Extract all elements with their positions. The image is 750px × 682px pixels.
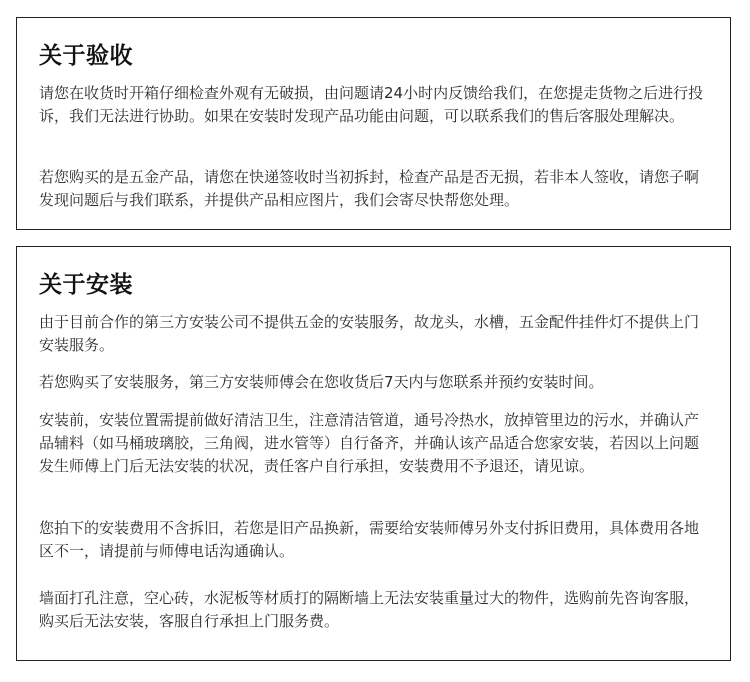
installation-section <box>16 246 731 661</box>
installation-paragraph-2: 若您购买了安装服务，第三方安装师傅会在您收货后7天内与您联系并预约安装时间。 <box>39 373 604 391</box>
acceptance-section <box>16 17 731 230</box>
installation-paragraph-4: 您拍下的安装费用不含拆旧，若您是旧产品换新，需要给安装师傅另外支付拆旧费用，具体费用各地区不一，请提前与师傅电话沟通确认。 <box>39 519 700 560</box>
section-title-installation: 关于安装 <box>39 272 133 298</box>
acceptance-paragraph-1: 请您在收货时开箱仔细检查外观有无破损，由问题请24小时内反馈给我们，在您提走货物之后进行投诉，我们无法进行协助。如果在安装时发现产品功能由问题，可以联系我们的售后客服处理解决。 <box>39 84 704 125</box>
installation-paragraph-1: 由于目前合作的第三方安装公司不提供五金的安装服务，故龙头，水槽，五金配件挂件灯不提供上门安装服务。 <box>39 313 700 354</box>
acceptance-paragraph-2: 若您购买的是五金产品，请您在快递签收时当初拆封，检查产品是否无损，若非本人签收，请您子啊发现问题后与我们联系，并提供产品相应图片，我们会寄尽快帮您处理。 <box>39 168 700 209</box>
installation-paragraph-5: 墙面打孔注意，空心砖，水泥板等材质打的隔断墙上无法安装重量过大的物件，选购前先咨询客服，购买后无法安装，客服自行承担上门服务费。 <box>39 589 700 630</box>
section-title-acceptance: 关于验收 <box>39 43 133 69</box>
installation-paragraph-3: 安装前，安装位置需提前做好清洁卫生，注意清洁管道，通号冷热水，放掉管里边的污水，并确认产品辅料（如马桶玻璃胶，三角阀，进水管等）自行备齐，并确认该产品适合您家安装，若因以上问题发生师傅上门后无法安装的状况，责任客户自行承担，安装费用不予退还，请见谅。 <box>39 411 700 475</box>
